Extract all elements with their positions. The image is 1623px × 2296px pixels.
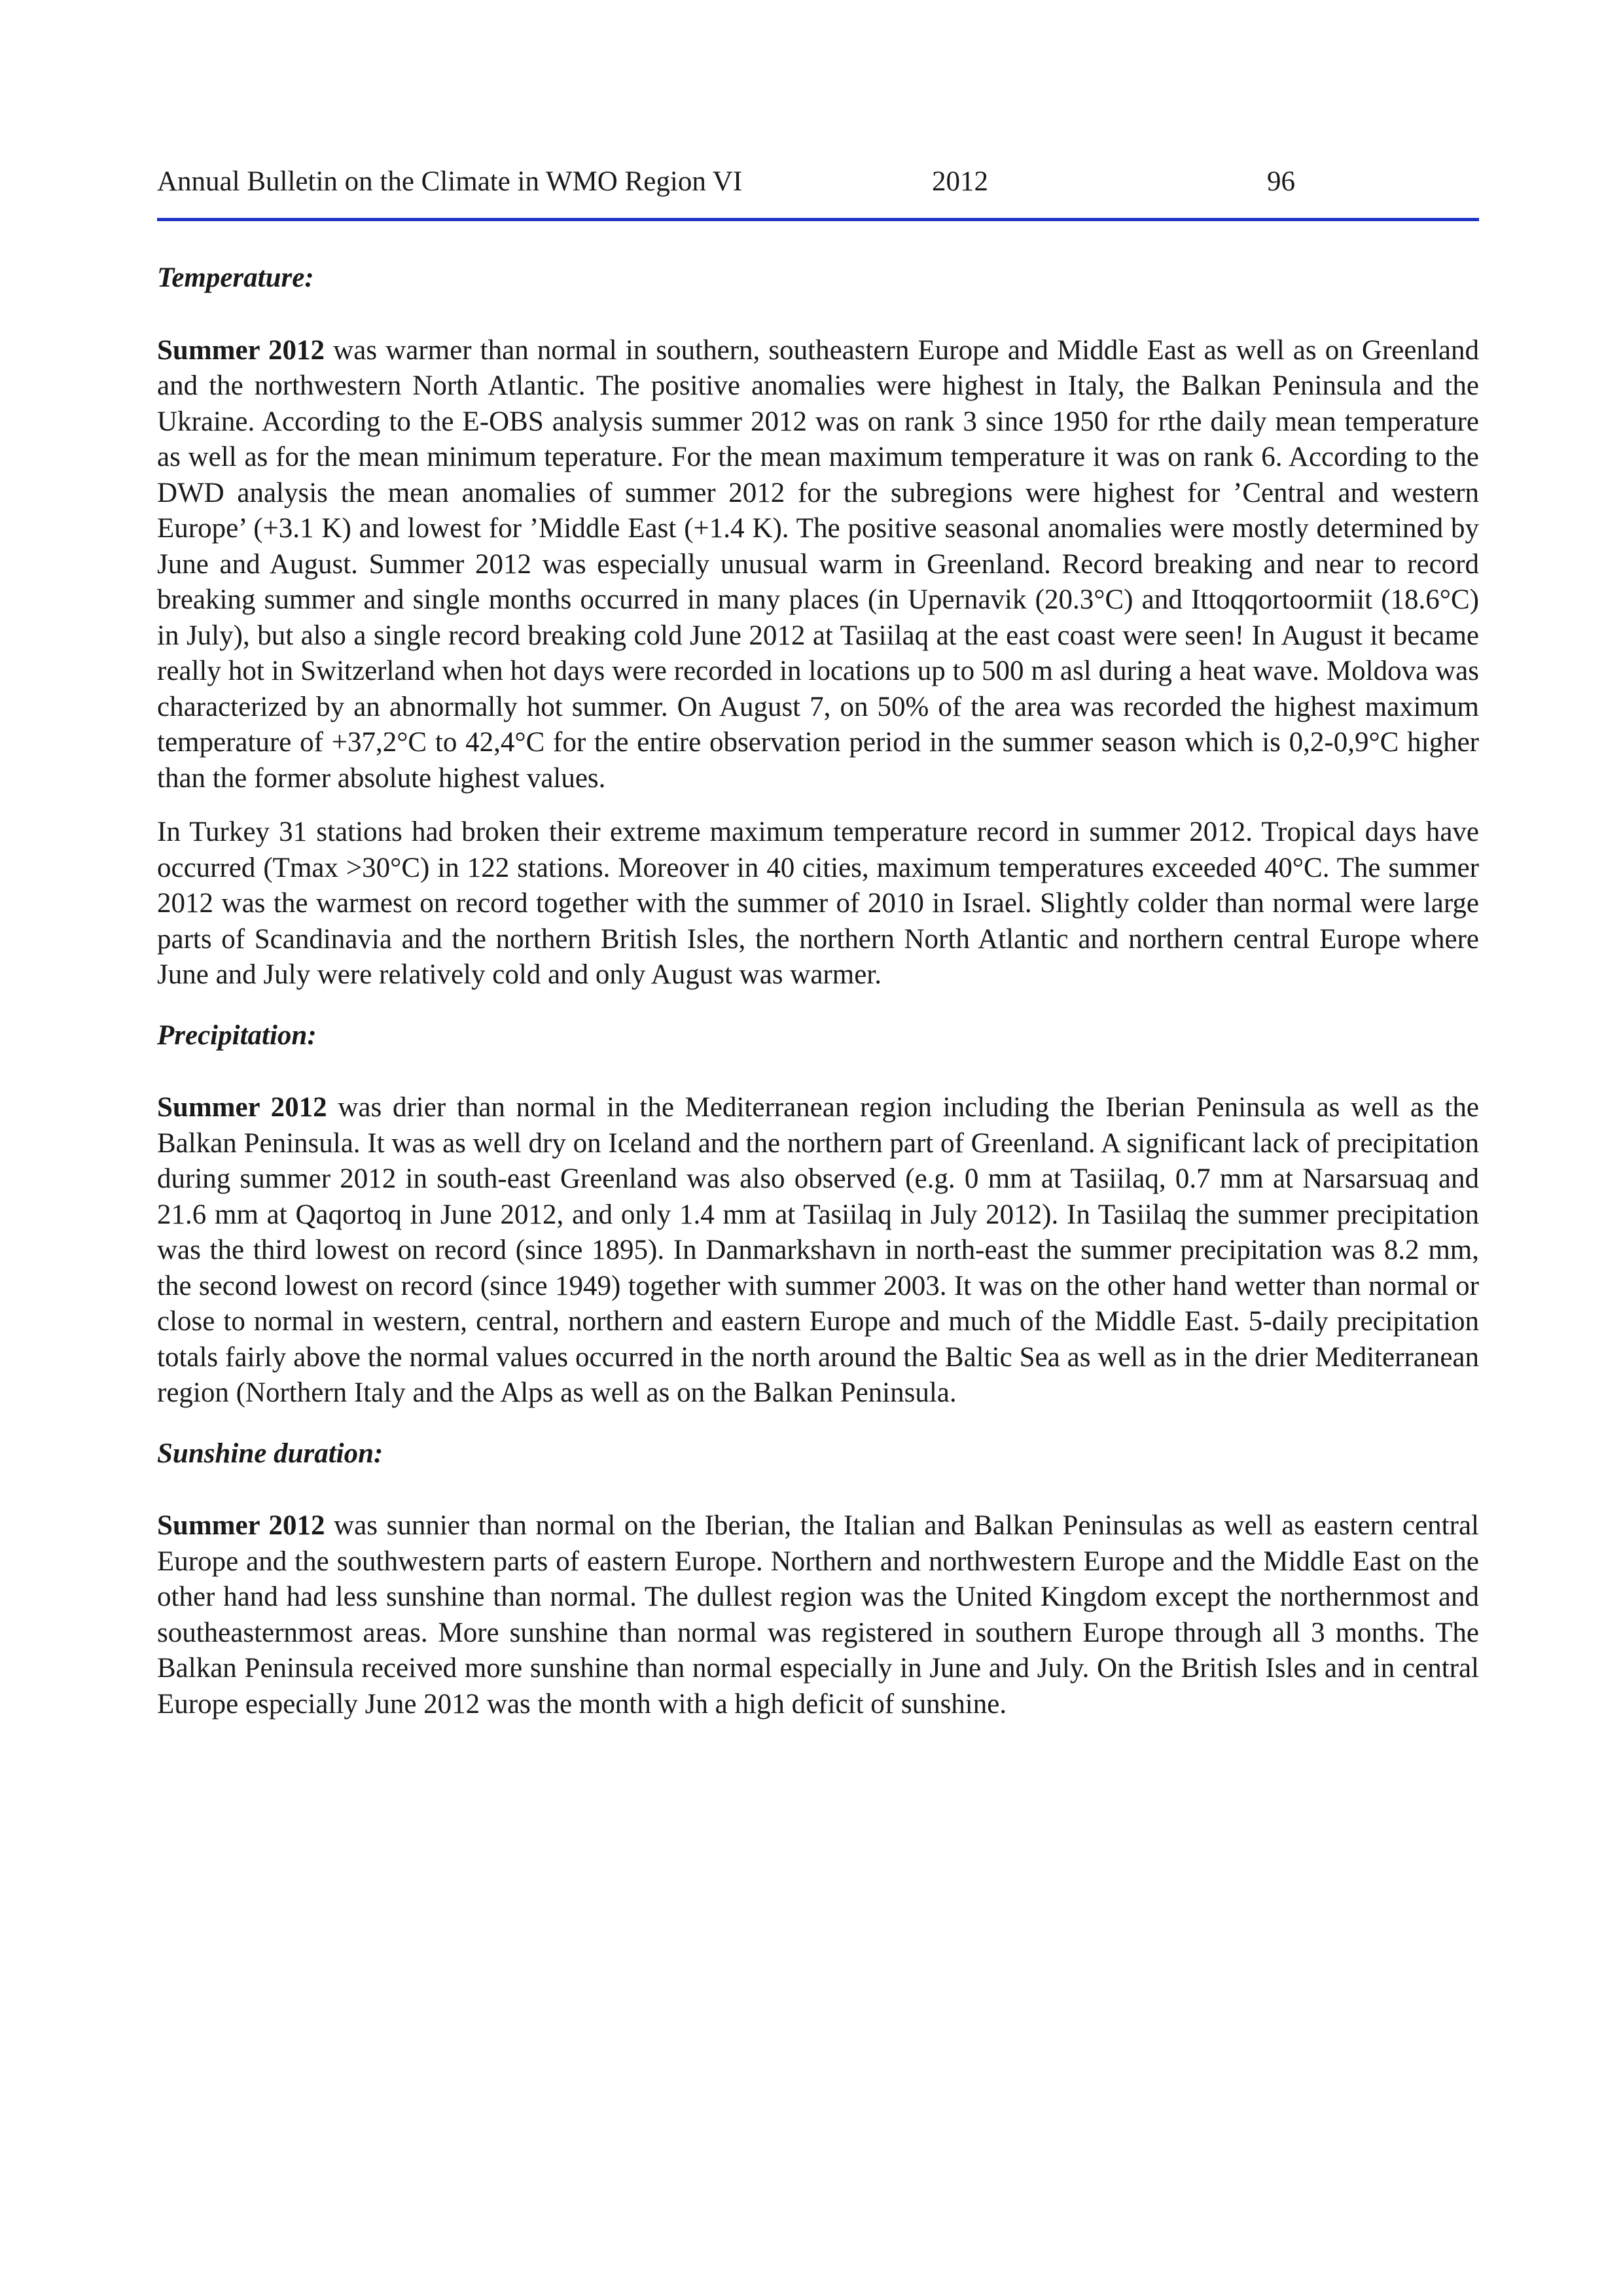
bulletin-title: Annual Bulletin on the Climate in WMO Region VI bbox=[157, 166, 743, 197]
precipitation-lead: Summer 2012 bbox=[157, 1092, 327, 1123]
temperature-paragraph-1 bbox=[157, 333, 1479, 797]
temperature-paragraph-2: In Turkey 31 stations had broken their extreme maximum temperature record in summer 2012. Tropical days have occurred (Tmax >30°C) in 122 stations. Moreover in 40 cities, maximum temperatures exceeded 40°C. The summer 2012 was the warmest on record together with the summer of 2010 in Israel. Slightly colder than normal were large parts of Scandinavia and the northern British Isles, the northern North Atlantic and northern central Europe where June and July were relatively cold and only August was warmer. bbox=[157, 817, 1479, 990]
temperature-heading: Temperature: bbox=[157, 262, 314, 293]
sunshine-heading: Sunshine duration: bbox=[157, 1438, 383, 1469]
bulletin-year: 2012 bbox=[932, 166, 988, 197]
sunshine-lead: Summer 2012 bbox=[157, 1510, 325, 1541]
page-body bbox=[157, 255, 1479, 1722]
page-number: 96 bbox=[1267, 166, 1295, 197]
temperature-lead: Summer 2012 bbox=[157, 334, 325, 366]
precipitation-paragraph-1 bbox=[157, 1090, 1479, 1411]
sunshine-text-1: was sunnier than normal on the Iberian, the Italian and Balkan Peninsulas as well as eastern central Europe and the southwestern parts of eastern Europe. Northern and northwestern Europe and the Middle East on the other hand had less sunshine than normal. The dullest region was the United Kingdom except the northernmost and southeasternmost areas. More sunshine than normal was registered in southern Europe through all 3 months. The Balkan Peninsula received more sunshine than normal especially in June and July. On the British Isles and in central Europe especially June 2012 was the month with a high deficit of sunshine. bbox=[157, 1510, 1479, 1720]
sunshine-paragraph-1 bbox=[157, 1508, 1479, 1722]
header-rule bbox=[157, 218, 1479, 221]
page-header bbox=[157, 162, 1479, 202]
precipitation-heading: Precipitation: bbox=[157, 1019, 317, 1051]
temperature-text-1: was warmer than normal in southern, southeastern Europe and Middle East as well as on Greenland and the northwestern North Atlantic. The positive anomalies were highest in Italy, the Balkan Peninsula and the Ukraine. According to the E-OBS analysis summer 2012 was on rank 3 since 1950 for rthe daily mean temperature as well as for the mean minimum teperature. For the mean maximum temperature it was on rank 6. According to the DWD analysis the mean anomalies of summer 2012 for the subregions were highest for ’Central and western Europe’ (+3.1 K) and lowest for ’Middle East (+1.4 K). The positive seasonal anomalies were mostly determined by June and August. Summer 2012 was especially unusual warm in Greenland. Record breaking and near to record breaking summer and single months occurred in many places (in Upernavik (20.3°C) and Ittoqqortoormiit (18.6°C) in July), but also a single record breaking cold June 2012 at Tasiilaq at the east coast were seen! In August it became really hot in Switzerland when hot days were recorded in locations up to 500 m asl during a heat wave. Moldova was characterized by an abnormally hot summer. On August 7, on 50% of the area was recorded the highest maximum temperature of +37,2°C to 42,4°C for the entire observation period in the summer season which is 0,2-0,9°C higher than the former absolute highest values. bbox=[157, 334, 1479, 794]
precipitation-text-1: was drier than normal in the Mediterranean region including the Iberian Peninsula as well as the Balkan Peninsula. It was as well dry on Iceland and the northern part of Greenland. A significant lack of precipitation during summer 2012 in south-east Greenland was also observed (e.g. 0 mm at Tasiilaq, 0.7 mm at Narsarsuaq and 21.6 mm at Qaqortoq in June 2012, and only 1.4 mm at Tasiilaq in July 2012). In Tasiilaq the summer precipitation was the third lowest on record (since 1895). In Danmarkshavn in north-east the summer precipitation was 8.2 mm, the second lowest on record (since 1949) together with summer 2003. It was on the other hand wetter than normal or close to normal in western, central, northern and eastern Europe and much of the Middle East. 5-daily precipitation totals fairly above the normal values occurred in the north around the Baltic Sea as well as in the drier Mediterranean region (Northern Italy and the Alps as well as on the Balkan Peninsula. bbox=[157, 1092, 1479, 1408]
